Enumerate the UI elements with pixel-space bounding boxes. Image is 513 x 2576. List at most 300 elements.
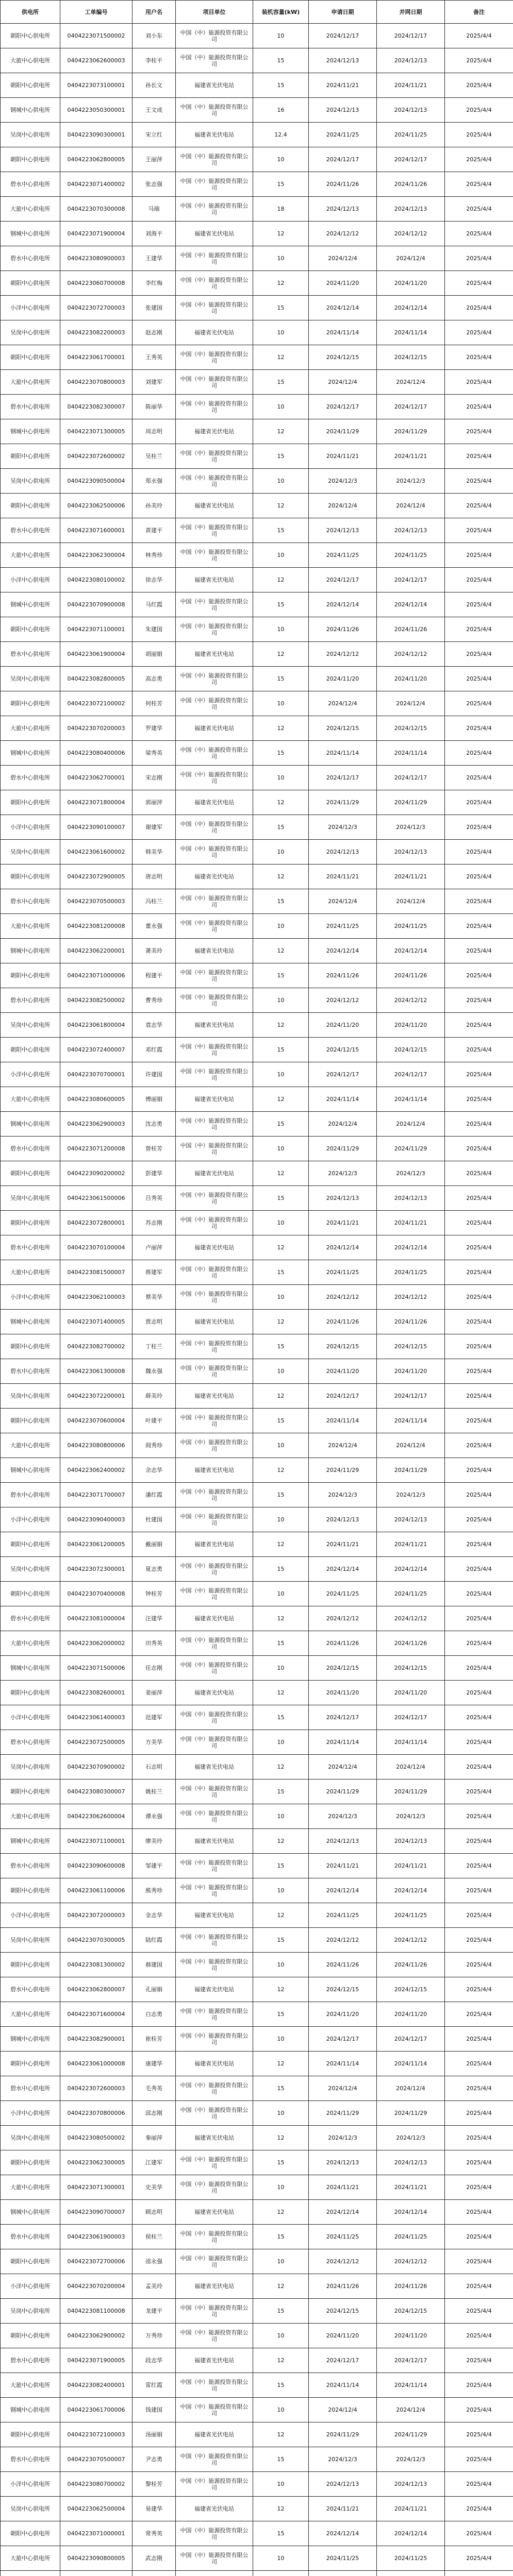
apply-date-cell: 2024/12/3: [309, 1161, 377, 1186]
order-number-cell: 0404223072600003: [60, 2076, 133, 2101]
order-number-cell: 0404223070100004: [60, 1235, 133, 1260]
order-number-cell: 0404223090700007: [60, 2200, 133, 2225]
remark-cell: 2025/4/4: [445, 889, 513, 914]
project-unit-cell: 中国（中）能源投资有限公司: [176, 1359, 253, 1384]
project-unit-cell: 福建省光伏电站: [176, 1606, 253, 1631]
capacity-cell: 15: [253, 1780, 309, 1804]
customer-name-cell: 陆红霞: [133, 1928, 176, 1953]
connect-date-cell: 2024/11/20: [377, 1359, 445, 1384]
capacity-cell: 12: [253, 790, 309, 815]
table-row: [1, 2571, 513, 2576]
capacity-cell: 12: [253, 2200, 309, 2225]
apply-date-cell: 2024/11/21: [309, 1211, 377, 1235]
table-row: [1, 1854, 513, 1878]
station-cell: 钢城中心供电所: [1, 939, 60, 963]
remark-cell: 2025/4/4: [445, 1829, 513, 1854]
apply-date-cell: 2024/11/14: [309, 320, 377, 345]
table-row: [1, 2150, 513, 2175]
customer-name-cell: 薛美玲: [133, 1384, 176, 1409]
station-cell: 朝阳中心供电所: [1, 24, 60, 48]
order-number-cell: 0404223062100003: [60, 1285, 133, 1310]
order-number-cell: 0404223072400007: [60, 1038, 133, 1062]
customer-name-cell: 沈志勇: [133, 1112, 176, 1137]
customer-name-cell: 邹建平: [133, 1854, 176, 1878]
apply-date-cell: 2024/12/12: [309, 988, 377, 1013]
table-row: [1, 147, 513, 172]
station-cell: 小洋中心供电所: [1, 1903, 60, 1928]
table-row: [1, 1903, 513, 1928]
table-row: [1, 246, 513, 271]
table-row: [1, 2299, 513, 2324]
customer-name-cell: 田秀英: [133, 1631, 176, 1656]
table-row: [1, 2422, 513, 2447]
order-number-cell: 0404223082500002: [60, 988, 133, 1013]
apply-date-cell: 2024/11/29: [309, 2422, 377, 2447]
remark-cell: 2025/4/4: [445, 1804, 513, 1829]
apply-date-cell: 2024/12/13: [309, 1829, 377, 1854]
customer-name-cell: 尹志勇: [133, 2447, 176, 2472]
capacity-cell: 10: [253, 1878, 309, 1903]
capacity-cell: 12: [253, 939, 309, 963]
apply-date-cell: 2024/11/21: [309, 865, 377, 889]
order-number-cell: 0404223082600001: [60, 1681, 133, 1705]
capacity-cell: 10: [253, 1285, 309, 1310]
customer-name-cell: 傅丽娟: [133, 1087, 176, 1112]
station-cell: 碧水中心供电所: [1, 988, 60, 1013]
order-number-cell: 0404223070800006: [60, 2101, 133, 2126]
order-number-cell: 0404223070200003: [60, 716, 133, 741]
order-number-cell: 0404223062200001: [60, 939, 133, 963]
table-row: [1, 1705, 513, 1730]
column-header-project-unit: 项目单位: [176, 1, 253, 24]
table-row: [1, 395, 513, 419]
remark-cell: 2025/4/4: [445, 1780, 513, 1804]
capacity-cell: 12: [253, 1235, 309, 1260]
remark-cell: 2025/4/4: [445, 1977, 513, 2002]
project-unit-cell: 中国（中）能源投资有限公司: [176, 1730, 253, 1755]
customer-name-cell: 罗建华: [133, 716, 176, 741]
remark-cell: 2025/4/4: [445, 1507, 513, 1532]
customer-name-cell: 康建华: [133, 2052, 176, 2076]
order-number-cell: 0404223071500002: [60, 24, 133, 48]
customer-name-cell: 戴丽娟: [133, 1532, 176, 1557]
customer-name-cell: 袁志华: [133, 1013, 176, 1038]
project-unit-cell: 中国（中）能源投资有限公司: [176, 444, 253, 469]
connect-date-cell: 2024/11/26: [377, 1631, 445, 1656]
order-number-cell: 0404223070400008: [60, 1582, 133, 1606]
remark-cell: 2025/4/4: [445, 1013, 513, 1038]
capacity-cell: 12: [253, 271, 309, 296]
apply-date-cell: 2024/12/12: [309, 1285, 377, 1310]
apply-date-cell: 2024/12/15: [309, 1977, 377, 2002]
connect-date-cell: 2024/11/14: [377, 1730, 445, 1755]
column-header-capacity: 装机容量(kW): [253, 1, 309, 24]
remark-cell: 2025/4/4: [445, 1656, 513, 1681]
apply-date-cell: 2024/11/14: [309, 1087, 377, 1112]
capacity-cell: 15: [253, 667, 309, 691]
station-cell: 碧水中心供电所: [1, 172, 60, 197]
customer-name-cell: 钱建国: [133, 2398, 176, 2422]
project-unit-cell: 中国（中）能源投资有限公司: [176, 518, 253, 543]
customer-name-cell: 余志华: [133, 1458, 176, 1483]
order-number-cell: 0404223082200003: [60, 320, 133, 345]
table-row: [1, 1928, 513, 1953]
project-unit-cell: 中国（中）能源投资有限公司: [176, 2101, 253, 2126]
connect-date-cell: 2024/12/14: [377, 296, 445, 320]
customer-name-cell: 吕秀英: [133, 1186, 176, 1211]
table-row: [1, 716, 513, 741]
capacity-cell: 15: [253, 518, 309, 543]
apply-date-cell: 2024/11/26: [309, 2274, 377, 2299]
connect-date-cell: 2024/11/14: [377, 320, 445, 345]
customer-name-cell: 彭建华: [133, 1161, 176, 1186]
table-body: [1, 24, 513, 2576]
customer-name-cell: 李桂平: [133, 48, 176, 73]
project-unit-cell: 福建省光伏电站: [176, 1977, 253, 2002]
order-number-cell: 0404223070200004: [60, 2274, 133, 2299]
project-unit-cell: 中国（中）能源投资有限公司: [176, 2225, 253, 2249]
remark-cell: 2025/4/4: [445, 518, 513, 543]
project-unit-cell: 福建省光伏电站: [176, 2052, 253, 2076]
order-number-cell: 0404223080800006: [60, 1433, 133, 1458]
capacity-cell: 10: [253, 24, 309, 48]
remark-cell: 2025/4/4: [445, 815, 513, 840]
table-row: [1, 617, 513, 642]
station-cell: 朝阳中心供电所: [1, 2422, 60, 2447]
remark-cell: 2025/4/4: [445, 939, 513, 963]
order-number-cell: 0404223071000006: [60, 963, 133, 988]
project-unit-cell: 中国（中）能源投资有限公司: [176, 370, 253, 395]
customer-name-cell: 叶建平: [133, 1409, 176, 1433]
project-unit-cell: 福建省光伏电站: [176, 1755, 253, 1780]
capacity-cell: 15: [253, 1334, 309, 1359]
capacity-cell: 10: [253, 1433, 309, 1458]
table-row: [1, 1409, 513, 1433]
station-cell: 朝阳中心供电所: [1, 2249, 60, 2274]
station-cell: 碧水中心供电所: [1, 1137, 60, 1161]
capacity-cell: 15: [253, 1260, 309, 1285]
order-number-cell: 0404223072200001: [60, 1384, 133, 1409]
remark-cell: 2025/4/4: [445, 1582, 513, 1606]
remark-cell: 2025/4/4: [445, 1285, 513, 1310]
customer-name-cell: 魏永强: [133, 1359, 176, 1384]
order-number-cell: 0404223062600004: [60, 1804, 133, 1829]
project-unit-cell: 中国（中）能源投资有限公司: [176, 1409, 253, 1433]
customer-name-cell: 胡丽娟: [133, 642, 176, 667]
column-header-apply-date: 申请日期: [309, 1, 377, 24]
station-cell: 碧水中心供电所: [1, 642, 60, 667]
capacity-cell: 10: [253, 147, 309, 172]
capacity-cell: 12: [253, 1161, 309, 1186]
station-cell: 小洋中心供电所: [1, 1062, 60, 1087]
apply-date-cell: 2024/12/17: [309, 395, 377, 419]
remark-cell: 2025/4/4: [445, 1112, 513, 1137]
apply-date-cell: 2024/12/14: [309, 1878, 377, 1903]
remark-cell: 2025/4/4: [445, 2175, 513, 2200]
remark-cell: 2025/4/4: [445, 2225, 513, 2249]
order-number-cell: 0404223050300001: [60, 98, 133, 123]
connect-date-cell: 2024/11/25: [377, 914, 445, 939]
table-row: [1, 1977, 513, 2002]
table-row: [1, 222, 513, 246]
station-cell: 钢城中心供电所: [1, 592, 60, 617]
apply-date-cell: 2024/11/29: [309, 790, 377, 815]
remark-cell: 2025/4/4: [445, 197, 513, 222]
apply-date-cell: 2024/11/26: [309, 1631, 377, 1656]
apply-date-cell: 2024/11/26: [309, 1310, 377, 1334]
station-cell: 吴岗中心供电所: [1, 2126, 60, 2150]
connect-date-cell: 2024/11/21: [377, 1854, 445, 1878]
remark-cell: 2025/4/4: [445, 1705, 513, 1730]
remark-cell: 2025/4/4: [445, 2076, 513, 2101]
capacity-cell: 10: [253, 2175, 309, 2200]
remark-cell: 2025/4/4: [445, 642, 513, 667]
apply-date-cell: 2024/11/21: [309, 2175, 377, 2200]
project-unit-cell: 中国（中）能源投资有限公司: [176, 1334, 253, 1359]
project-unit-cell: 中国（中）能源投资有限公司: [176, 2150, 253, 2175]
customer-name-cell: 汪建华: [133, 1606, 176, 1631]
customer-name-cell: 顾志明: [133, 2200, 176, 2225]
station-cell: 大旅中心供电所: [1, 1433, 60, 1458]
station-cell: 大旅中心供电所: [1, 2546, 60, 2571]
order-number-cell: 0404223080700002: [60, 2472, 133, 2497]
order-number-cell: [60, 2571, 133, 2576]
station-cell: 吴岗中心供电所: [1, 840, 60, 865]
station-cell: 朝阳中心供电所: [1, 1161, 60, 1186]
capacity-cell: 10: [253, 320, 309, 345]
apply-date-cell: 2024/12/17: [309, 2348, 377, 2373]
remark-cell: 2025/4/4: [445, 444, 513, 469]
project-unit-cell: 福建省光伏电站: [176, 1161, 253, 1186]
table-row: [1, 1755, 513, 1780]
capacity-cell: 12: [253, 1310, 309, 1334]
customer-name-cell: 石志明: [133, 1755, 176, 1780]
apply-date-cell: 2024/11/14: [309, 1730, 377, 1755]
capacity-cell: 12: [253, 1977, 309, 2002]
station-cell: 大旅中心供电所: [1, 2002, 60, 2027]
customer-name-cell: 毛秀英: [133, 2076, 176, 2101]
project-unit-cell: 中国（中）能源投资有限公司: [176, 691, 253, 716]
apply-date-cell: 2024/12/14: [309, 939, 377, 963]
project-unit-cell: 福建省光伏电站: [176, 2274, 253, 2299]
customer-name-cell: 陈丽华: [133, 395, 176, 419]
capacity-cell: 10: [253, 2324, 309, 2348]
capacity-cell: 10: [253, 1582, 309, 1606]
station-cell: 朝阳中心供电所: [1, 1532, 60, 1557]
capacity-cell: 10: [253, 1137, 309, 1161]
remark-cell: 2025/4/4: [445, 271, 513, 296]
customer-name-cell: 郭丽萍: [133, 790, 176, 815]
project-unit-cell: 中国（中）能源投资有限公司: [176, 667, 253, 691]
apply-date-cell: 2024/11/29: [309, 1137, 377, 1161]
connect-date-cell: 2024/12/14: [377, 1235, 445, 1260]
customer-name-cell: 雷红霞: [133, 2373, 176, 2398]
order-number-cell: 0404223062500004: [60, 2497, 133, 2521]
order-number-cell: 0404223082900001: [60, 2027, 133, 2052]
station-cell: 大旅中心供电所: [1, 48, 60, 73]
remark-cell: 2025/4/4: [445, 2299, 513, 2324]
connect-date-cell: 2024/11/26: [377, 1953, 445, 1977]
customer-name-cell: 邱志刚: [133, 2101, 176, 2126]
capacity-cell: 15: [253, 444, 309, 469]
customer-name-cell: 潘红霞: [133, 1483, 176, 1507]
capacity-cell: 12: [253, 222, 309, 246]
project-unit-cell: 福建省光伏电站: [176, 939, 253, 963]
project-unit-cell: 中国（中）能源投资有限公司: [176, 172, 253, 197]
station-cell: 朝阳中心供电所: [1, 617, 60, 642]
station-cell: 碧水中心供电所: [1, 1606, 60, 1631]
connect-date-cell: 2024/12/13: [377, 840, 445, 865]
connect-date-cell: 2024/12/3: [377, 815, 445, 840]
apply-date-cell: 2024/12/14: [309, 2521, 377, 2546]
remark-cell: 2025/4/4: [445, 1928, 513, 1953]
table-row: [1, 667, 513, 691]
project-unit-cell: 中国（中）能源投资有限公司: [176, 1854, 253, 1878]
customer-name-cell: 黄建平: [133, 518, 176, 543]
project-unit-cell: 中国（中）能源投资有限公司: [176, 1137, 253, 1161]
remark-cell: 2025/4/4: [445, 1161, 513, 1186]
project-unit-cell: 福建省光伏电站: [176, 865, 253, 889]
customer-name-cell: 丁桂兰: [133, 1334, 176, 1359]
customer-name-cell: 高志勇: [133, 667, 176, 691]
apply-date-cell: 2024/12/3: [309, 1483, 377, 1507]
capacity-cell: 12: [253, 1013, 309, 1038]
connect-date-cell: 2024/12/4: [377, 889, 445, 914]
order-number-cell: 0404223061900004: [60, 642, 133, 667]
connect-date-cell: 2024/11/29: [377, 1137, 445, 1161]
apply-date-cell: 2024/12/4: [309, 370, 377, 395]
remark-cell: 2025/4/4: [445, 370, 513, 395]
apply-date-cell: 2024/12/17: [309, 147, 377, 172]
table-row: [1, 1681, 513, 1705]
connect-date-cell: 2024/12/15: [377, 345, 445, 370]
station-cell: 碧水中心供电所: [1, 1483, 60, 1507]
remark-cell: 2025/4/4: [445, 1631, 513, 1656]
table-row: [1, 1953, 513, 1977]
remark-cell: 2025/4/4: [445, 2052, 513, 2076]
table-row: [1, 24, 513, 48]
customer-name-cell: 梁秀英: [133, 741, 176, 766]
table-row: [1, 2274, 513, 2299]
table-row: [1, 73, 513, 98]
table-row: [1, 48, 513, 73]
project-unit-cell: 中国（中）能源投资有限公司: [176, 1656, 253, 1681]
station-cell: 碧水中心供电所: [1, 889, 60, 914]
connect-date-cell: 2024/12/3: [377, 1483, 445, 1507]
connect-date-cell: 2024/12/14: [377, 939, 445, 963]
remark-cell: 2025/4/4: [445, 2101, 513, 2126]
connect-date-cell: 2024/11/20: [377, 2324, 445, 2348]
remark-cell: 2025/4/4: [445, 147, 513, 172]
connect-date-cell: 2024/12/17: [377, 766, 445, 790]
customer-name-cell: 夏志勇: [133, 1557, 176, 1582]
project-unit-cell: 福建省光伏电站: [176, 2497, 253, 2521]
apply-date-cell: 2024/11/25: [309, 2546, 377, 2571]
capacity-cell: 12: [253, 2126, 309, 2150]
order-number-cell: 0404223071500006: [60, 1656, 133, 1681]
order-number-cell: 0404223071400005: [60, 1310, 133, 1334]
project-unit-cell: 中国（中）能源投资有限公司: [176, 1507, 253, 1532]
order-number-cell: 0404223061200005: [60, 1532, 133, 1557]
table-row: [1, 2175, 513, 2200]
station-cell: 吴岗中心供电所: [1, 1928, 60, 1953]
project-unit-cell: 中国（中）能源投资有限公司: [176, 963, 253, 988]
apply-date-cell: 2024/12/3: [309, 469, 377, 494]
apply-date-cell: 2024/12/13: [309, 2150, 377, 2175]
order-number-cell: 0404223082400001: [60, 2373, 133, 2398]
project-unit-cell: 中国（中）能源投资有限公司: [176, 197, 253, 222]
capacity-cell: 10: [253, 2398, 309, 2422]
station-cell: 碧水中心供电所: [1, 2225, 60, 2249]
capacity-cell: 18: [253, 197, 309, 222]
customer-name-cell: 萧美玲: [133, 939, 176, 963]
column-header-station: 供电所: [1, 1, 60, 24]
order-number-cell: 0404223090100007: [60, 815, 133, 840]
remark-cell: 2025/4/4: [445, 1409, 513, 1433]
connect-date-cell: 2024/12/15: [377, 1334, 445, 1359]
capacity-cell: 15: [253, 1557, 309, 1582]
table-row: [1, 2472, 513, 2497]
remark-cell: 2025/4/4: [445, 2422, 513, 2447]
apply-date-cell: 2024/11/26: [309, 963, 377, 988]
order-number-cell: 0404223062300004: [60, 543, 133, 568]
apply-date-cell: 2024/12/14: [309, 592, 377, 617]
connect-date-cell: 2024/11/25: [377, 2546, 445, 2571]
order-number-cell: 0404223062500006: [60, 494, 133, 518]
apply-date-cell: 2024/11/14: [309, 2052, 377, 2076]
table-row: [1, 568, 513, 592]
capacity-cell: 12: [253, 2497, 309, 2521]
order-number-cell: 0404223072900005: [60, 865, 133, 889]
table-row: [1, 2225, 513, 2249]
order-number-cell: 0404223071100001: [60, 1829, 133, 1854]
station-cell: 大旅中心供电所: [1, 716, 60, 741]
capacity-cell: 10: [253, 1730, 309, 1755]
table-row: [1, 370, 513, 395]
capacity-cell: 10: [253, 2249, 309, 2274]
order-number-cell: 0404223071700007: [60, 1483, 133, 1507]
capacity-cell: 15: [253, 963, 309, 988]
remark-cell: 2025/4/4: [445, 123, 513, 147]
connect-date-cell: 2024/12/13: [377, 2150, 445, 2175]
table-row: [1, 963, 513, 988]
capacity-cell: 15: [253, 172, 309, 197]
connect-date-cell: 2024/12/12: [377, 988, 445, 1013]
apply-date-cell: 2024/11/20: [309, 1359, 377, 1384]
station-cell: 大旅中心供电所: [1, 914, 60, 939]
capacity-cell: 12: [253, 2422, 309, 2447]
customer-name-cell: 曾桂芳: [133, 1137, 176, 1161]
order-number-cell: 0404223090200002: [60, 1161, 133, 1186]
remark-cell: 2025/4/4: [445, 1260, 513, 1285]
table-row: [1, 2521, 513, 2546]
customer-name-cell: 贾志明: [133, 1310, 176, 1334]
station-cell: 钢城中心供电所: [1, 1458, 60, 1483]
project-unit-cell: 福建省光伏电站: [176, 1087, 253, 1112]
station-cell: 小洋中心供电所: [1, 296, 60, 320]
table-row: [1, 271, 513, 296]
apply-date-cell: 2024/11/21: [309, 73, 377, 98]
customer-name-cell: 许建国: [133, 1062, 176, 1087]
remark-cell: 2025/4/4: [445, 1038, 513, 1062]
order-number-cell: 0404223071300001: [60, 2175, 133, 2200]
station-cell: 朝阳中心供电所: [1, 963, 60, 988]
capacity-cell: 15: [253, 2299, 309, 2324]
project-unit-cell: [176, 2571, 253, 2576]
station-cell: 吴岗中心供电所: [1, 1755, 60, 1780]
customer-name-cell: 朱建国: [133, 617, 176, 642]
customer-name-cell: 金志华: [133, 1903, 176, 1928]
